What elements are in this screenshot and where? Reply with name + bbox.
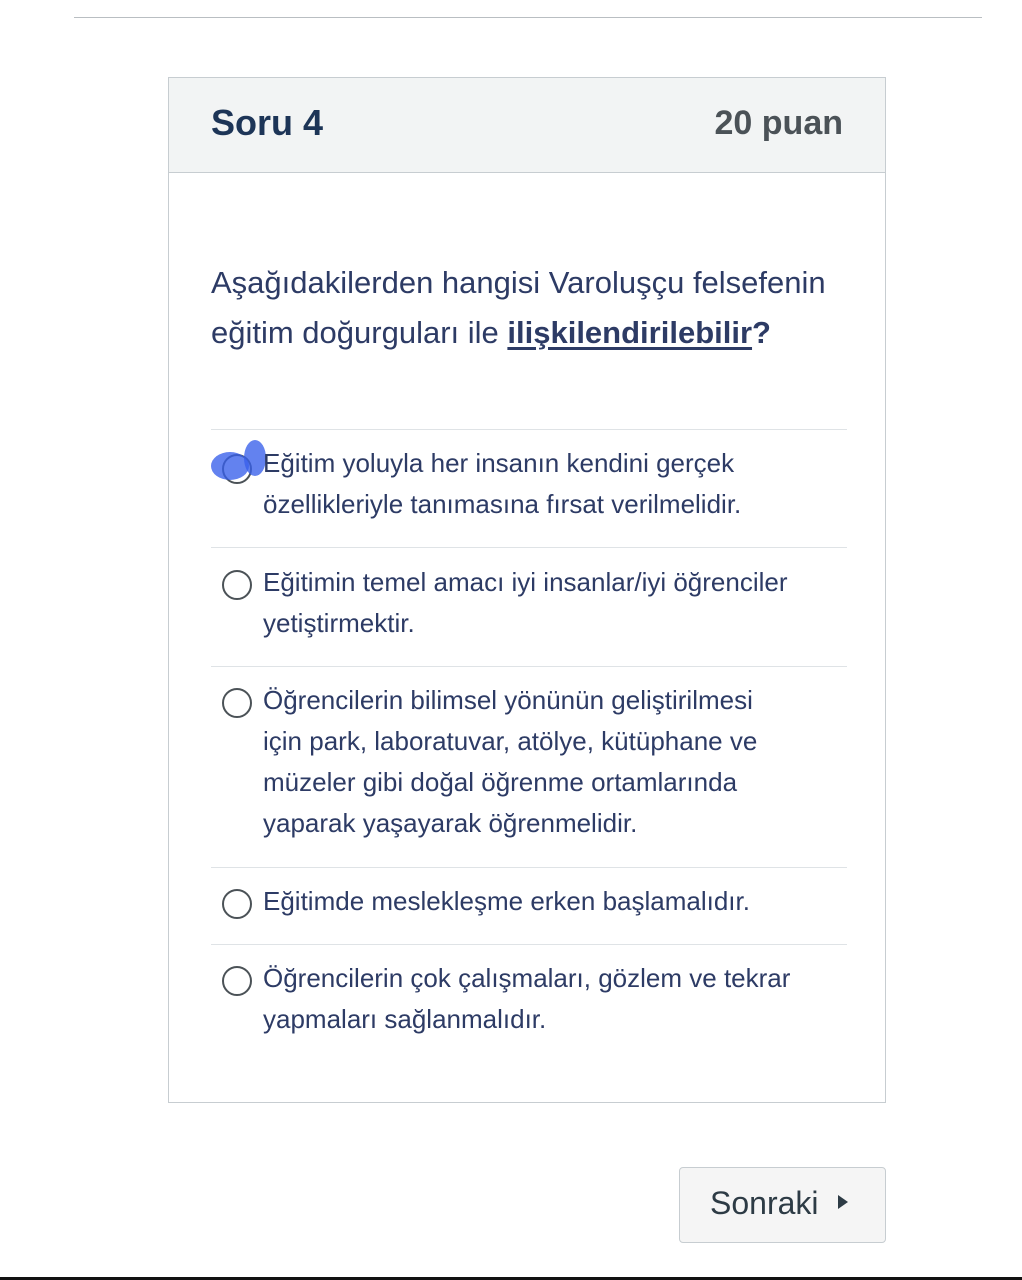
next-button-label: Sonraki [710, 1185, 819, 1221]
play-triangle-icon [838, 1195, 848, 1209]
radio-button-3[interactable] [222, 688, 252, 718]
question-card [168, 77, 886, 1103]
top-divider [74, 17, 982, 18]
answer-line: Eğitimde meslekleşme erken başlamalıdır. [263, 886, 750, 916]
question-text-main: Aşağıdakilerden hangisi Varoluşçu felsefenin eğitim doğurguları ile [211, 265, 826, 350]
question-number: Soru 4 [211, 102, 324, 143]
answer-label-1 [263, 443, 843, 525]
question-header [169, 78, 885, 173]
answer-line: özellikleriyle tanımasına fırsat verilmelidir. [263, 489, 742, 519]
answer-option-1[interactable] [211, 429, 847, 547]
answer-line: yaparak yaşayarak öğrenmelidir. [263, 808, 638, 838]
radio-button-5[interactable] [222, 966, 252, 996]
answer-line: Eğitimin temel amacı iyi insanlar/iyi öğrenciler [263, 567, 788, 597]
answer-option-3[interactable] [211, 666, 847, 867]
radio-button-2[interactable] [222, 570, 252, 600]
question-text-emphasis: ilişkilendirilebilir [507, 315, 753, 350]
answer-label-3 [263, 680, 843, 844]
answer-option-4[interactable] [211, 867, 847, 944]
question-text [211, 258, 851, 358]
answer-line: Eğitim yoluyla her insanın kendini gerçek [263, 448, 735, 478]
next-button[interactable] [679, 1167, 886, 1243]
answer-label-2 [263, 562, 843, 644]
answer-line: yetiştirmektir. [263, 608, 415, 638]
answer-option-2[interactable] [211, 547, 847, 666]
answer-option-5[interactable] [211, 944, 847, 1064]
answer-line: Öğrencilerin bilimsel yönünün geliştirilmesi [263, 685, 753, 715]
answer-line: Öğrencilerin çok çalışmaları, gözlem ve tekrar [263, 963, 791, 993]
question-points: 20 puan [714, 104, 843, 142]
answer-line: müzeler gibi doğal öğrenme ortamlarında [263, 767, 738, 797]
answer-label-5 [263, 958, 843, 1040]
answer-label-4 [263, 881, 843, 922]
answer-list [211, 429, 847, 1064]
radio-button-4[interactable] [222, 889, 252, 919]
question-mark: ? [752, 315, 771, 350]
answer-line: için park, laboratuvar, atölye, kütüphane ve [263, 726, 758, 756]
answer-line: yapmaları sağlanmalıdır. [263, 1004, 547, 1034]
